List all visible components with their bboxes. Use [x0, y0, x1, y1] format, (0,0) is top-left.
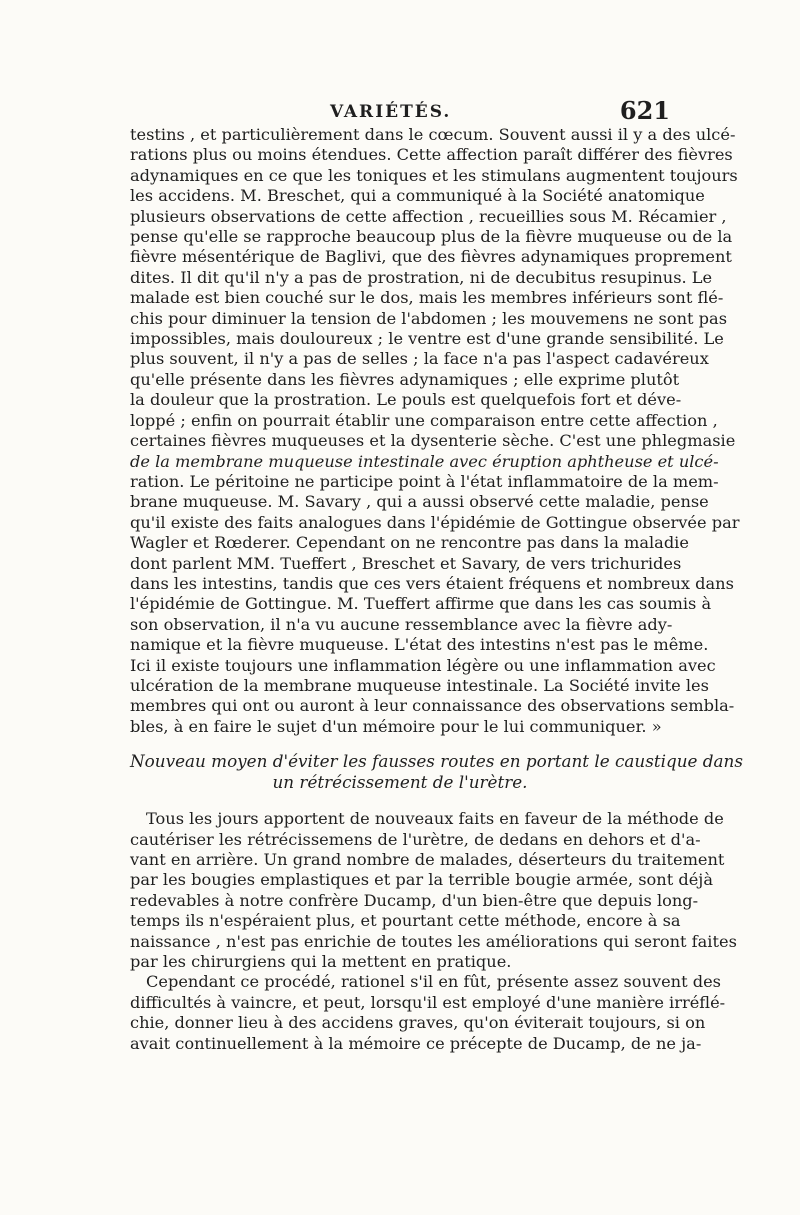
text-line: redevables à notre confrère Ducamp, d'un bien-être que depuis long- — [130, 890, 699, 910]
text-line: Wagler et Rœderer. Cependant on ne rencontre pas dans la maladie — [130, 533, 689, 553]
paragraph — [130, 972, 726, 1054]
text-line: membres qui ont ou auront à leur connaissance des observations sembla- — [130, 696, 735, 716]
text-line: difficultés à vaincre, et peut, lorsqu'il est employé d'une manière irréflé- — [130, 992, 726, 1012]
text-line: ration. Le péritoine ne participe point à l'état inflammatoire de la mem- — [130, 471, 719, 491]
text-line: les accidens. M. Breschet, qui a communiqué à la Société anatomique — [130, 186, 705, 206]
text-line: namique et la fièvre muqueuse. L'état des intestins n'est pas le même. — [130, 635, 709, 655]
text-line: rations plus ou moins étendues. Cette affection paraît différer des fièvres — [130, 145, 733, 165]
text-line: pense qu'elle se rapproche beaucoup plus de la fièvre muqueuse ou de la — [130, 227, 733, 247]
text-line: plus souvent, il n'y a pas de selles ; la face n'a pas l'aspect cadavéreux — [130, 349, 709, 369]
text-line: malade est bien couché sur le dos, mais les membres inférieurs sont flé- — [130, 288, 724, 308]
section-title — [130, 751, 743, 793]
text-line: de la membrane muqueuse intestinale avec éruption aphtheuse et ulcé- — [130, 451, 719, 471]
paragraph — [130, 809, 737, 972]
page-header — [130, 96, 670, 126]
text-line: fièvre mésentérique de Baglivi, que des fièvres adynamiques proprement — [130, 247, 732, 267]
text-line: testins , et particulièrement dans le cœcum. Souvent aussi il y a des ulcé- — [130, 125, 736, 144]
text-line: temps ils n'espéraient plus, et pourtant cette méthode, encore à sa — [130, 911, 681, 931]
text-line: dans les intestins, tandis que ces vers étaient fréquens et nombreux dans — [130, 573, 734, 593]
text-line: la douleur que la prostration. Le pouls est quelquefois fort et déve- — [130, 390, 682, 410]
text-line: qu'il existe des faits analogues dans l'épidémie de Gottingue observée par — [130, 512, 740, 532]
text-line: plusieurs observations de cette affection , recueillies sous M. Récamier , — [130, 206, 727, 226]
text-line: bles, à en faire le sujet d'un mémoire pour le lui communiquer. » — [130, 716, 662, 736]
text-line: qu'elle présente dans les fièvres adynamiques ; elle exprime plutôt — [130, 369, 680, 389]
running-head: VARIÉTÉS. — [330, 102, 452, 122]
text-line: par les chirurgiens qui la mettent en pratique. — [130, 952, 512, 972]
text-line: Tous les jours apportent de nouveaux faits en faveur de la méthode de — [146, 809, 724, 829]
text-line: l'épidémie de Gottingue. M. Tueffert affirme que dans les cas soumis à — [130, 594, 712, 614]
text-line: naissance , n'est pas enrichie de toutes les améliorations qui seront faites — [130, 931, 737, 951]
text-line: brane muqueuse. M. Savary , qui a aussi observé cette maladie, pense — [130, 492, 709, 512]
text-line: chie, donner lieu à des accidens graves, qu'on éviterait toujours, si on — [130, 1013, 706, 1033]
text-line: vant en arrière. Un grand nombre de malades, déserteurs du traitement — [130, 850, 725, 869]
text-line: avait continuellement à la mémoire ce précepte de Ducamp, de ne ja- — [130, 1033, 702, 1053]
text-line: Ici il existe toujours une inflammation légère ou une inflammation avec — [130, 655, 716, 675]
text-line: adynamiques en ce que les toniques et les stimulans augmentent toujours — [130, 165, 738, 185]
page-number: 621 — [619, 96, 670, 125]
text-line: chis pour diminuer la tension de l'abdomen ; les mouvemens ne sont pas — [130, 308, 728, 328]
text-line: par les bougies emplastiques et par la terrible bougie armée, sont déjà — [130, 870, 713, 890]
text-line: Cependant ce procédé, rationel s'il en fût, présente assez souvent des — [146, 972, 721, 992]
page-body — [130, 125, 743, 1054]
text-line: dont parlent MM. Tueffert , Breschet et Savary, de vers trichurides — [130, 553, 682, 573]
section-title-line-2: un rétrécissement de l'urètre. — [272, 772, 528, 793]
text-line: ulcération de la membrane muqueuse intestinale. La Société invite les — [130, 675, 709, 695]
text-line: dites. Il dit qu'il n'y a pas de prostration, ni de decubitus resupinus. Le — [130, 267, 713, 287]
paragraph-continued — [130, 125, 740, 737]
text-line: certaines fièvres muqueuses et la dysenterie sèche. C'est une phlegmasie — [130, 431, 736, 451]
text-line: son observation, il n'a vu aucune ressemblance avec la fièvre ady- — [130, 614, 673, 634]
text-line: impossibles, mais douloureux ; le ventre est d'une grande sensibilité. Le — [130, 329, 724, 349]
text-line: loppé ; enfin on pourrait établir une comparaison entre cette affection , — [130, 410, 718, 430]
section-title-line-1: Nouveau moyen d'éviter les fausses routes en portant le caustique dans — [130, 751, 743, 772]
text-line: cautériser les rétrécissemens de l'urètre, de dedans en dehors et d'a- — [130, 829, 701, 849]
